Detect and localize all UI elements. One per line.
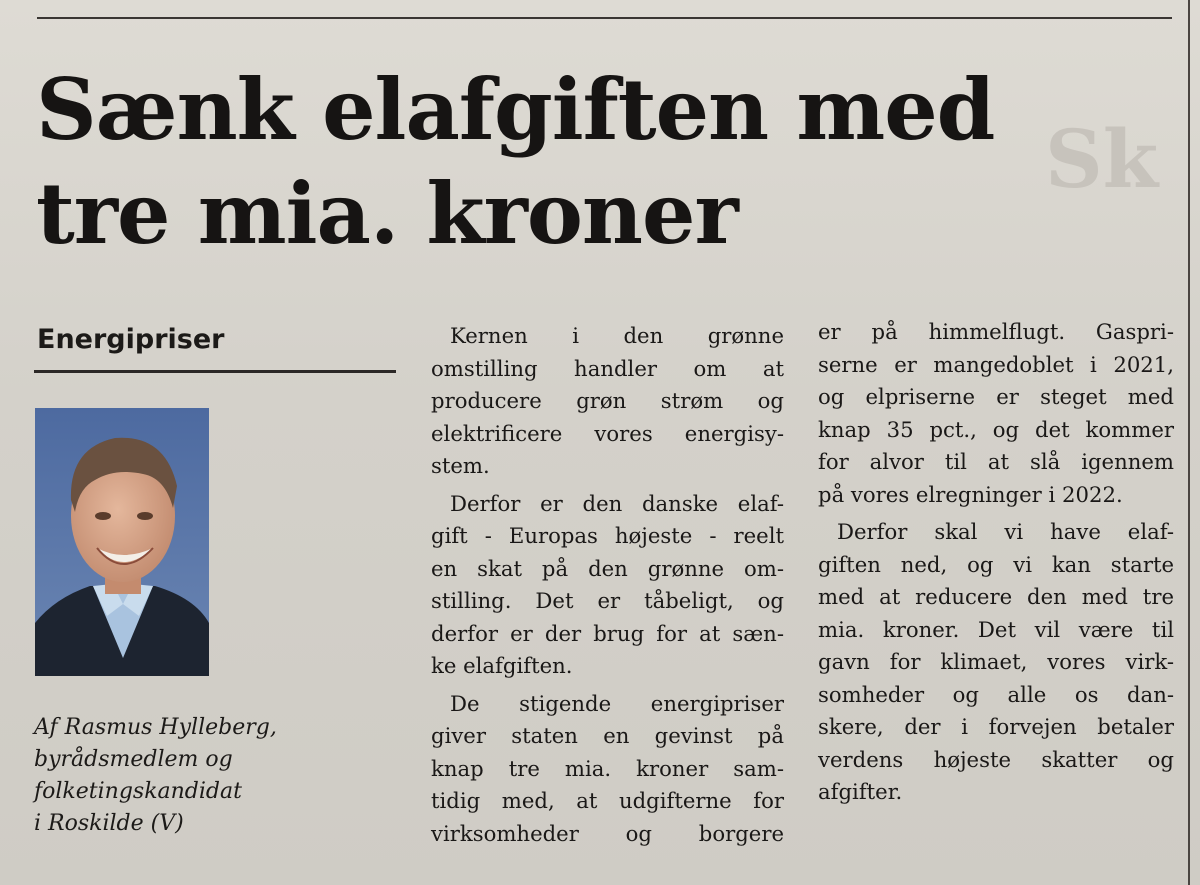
- byline-line: byrådsmedlem og: [34, 747, 233, 772]
- article-line: verdens højeste skatter og: [818, 746, 1174, 772]
- byline-line: i Roskilde (V): [34, 811, 184, 836]
- article-line: Derfor er den danske elaf-: [450, 490, 784, 516]
- byline: [34, 712, 364, 840]
- article-line: stem.: [431, 453, 490, 478]
- article-line: ke elafgiften.: [431, 653, 573, 678]
- show-through-text: Sk: [1045, 112, 1159, 206]
- article-line: Kernen i den grønne: [450, 323, 784, 348]
- article-line: en skat på den grønne om-: [431, 555, 784, 581]
- article-line: afgifter.: [818, 779, 903, 804]
- author-portrait: [35, 408, 209, 676]
- article-line: somheder og alle os dan-: [818, 681, 1174, 707]
- article-line: er på himmelflugt. Gaspri-: [818, 319, 1174, 344]
- article-line: gift - Europas højeste - reelt: [431, 523, 784, 548]
- article-line: derfor er der brug for at sæn-: [431, 620, 784, 646]
- article-line: knap 35 pct., og det kommer: [818, 416, 1174, 442]
- article-line: skere, der i forvejen betaler: [818, 714, 1174, 739]
- article-line: elektrificere vores energisy-: [431, 420, 784, 446]
- article-line: omstilling handler om at: [431, 355, 784, 381]
- portrait-illustration: [35, 408, 209, 676]
- article-column-1: [431, 320, 784, 850]
- article-line: knap tre mia. kroner sam-: [431, 755, 784, 781]
- article-line: med at reducere den med tre: [818, 584, 1174, 609]
- article-line: giften ned, og vi kan starte: [818, 551, 1174, 577]
- article-column-2: [818, 316, 1174, 809]
- article-line: De stigende energipriser: [450, 690, 784, 716]
- headline-line-2: tre mia. kroner: [36, 164, 738, 263]
- article-line: tidig med, at udgifterne for: [431, 788, 784, 813]
- top-rule: [37, 17, 1172, 19]
- article-line: for alvor til at slå igennem: [818, 449, 1174, 474]
- article-line: giver staten en gevinst på: [431, 723, 784, 748]
- article-line: producere grøn strøm og: [431, 388, 784, 413]
- article-line: virksomheder og borgere: [431, 820, 784, 846]
- article-line: stilling. Det er tåbeligt, og: [431, 588, 784, 613]
- article-line: gavn for klimaet, vores virk-: [818, 649, 1174, 674]
- headline-line-1: Sænk elafgiften med: [36, 60, 995, 159]
- article-line: Derfor skal vi have elaf-: [837, 519, 1174, 544]
- headline: [36, 58, 1096, 266]
- section-rule: [34, 370, 396, 373]
- article-line: mia. kroner. Det vil være til: [818, 616, 1174, 642]
- article-line: og elpriserne er steget med: [818, 384, 1174, 409]
- article-line: på vores elregninger i 2022.: [818, 481, 1123, 507]
- article-line: serne er mangedoblet i 2021,: [818, 351, 1174, 377]
- section-label: Energipriser: [37, 324, 225, 355]
- page-edge: [1188, 0, 1190, 885]
- byline-line: folketingskandidat: [34, 779, 242, 804]
- byline-line: Af Rasmus Hylleberg,: [34, 715, 277, 740]
